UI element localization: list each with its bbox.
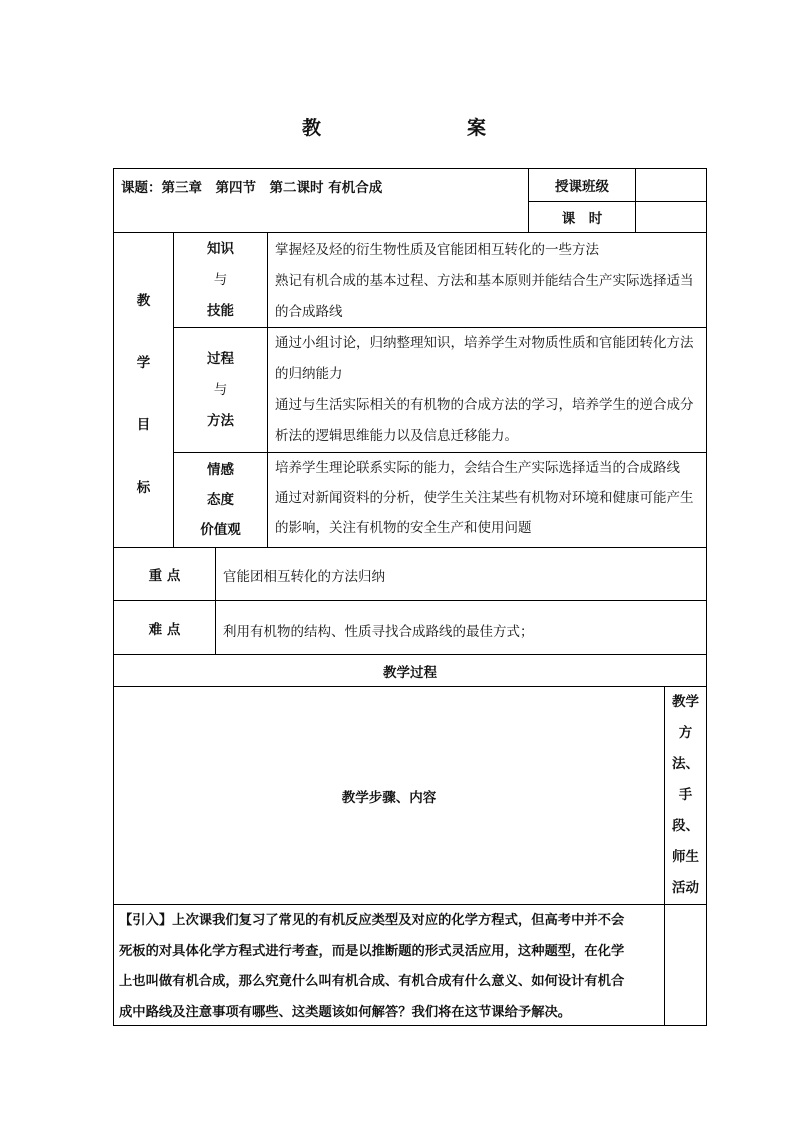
intro-cell <box>114 904 664 1025</box>
steps-header: 教学步骤、内容 <box>341 789 437 806</box>
page-title: 教 案 <box>301 117 522 139</box>
period-label: 课 时 <box>561 211 603 227</box>
difficulty-label-cell <box>114 600 215 654</box>
class-value-cell <box>635 169 706 201</box>
intro-line: 【引入】上次课我们复习了常见的有机反应类型及对应的化学方程式，但高考中并不会 <box>119 913 625 928</box>
process-header: 教学过程 <box>383 664 437 681</box>
class-label-cell <box>528 169 635 201</box>
key-point-label: 重 点 <box>148 568 181 584</box>
key-point-text-cell <box>215 547 706 600</box>
class-label: 授课班级 <box>555 179 609 195</box>
side-char: 教 <box>136 293 151 309</box>
difficulty-text: 利用有机物的结构、性质寻找合成路线的最佳方式； <box>223 624 534 640</box>
objective-text-knowledge <box>267 232 706 327</box>
side-char: 目 <box>136 417 151 433</box>
key-point-text: 官能团相互转化的方法归纳 <box>223 569 385 585</box>
side-char: 学 <box>136 355 151 371</box>
intro-line: 上也叫做有机合成，那么究竟什么叫有机合成、有机合成有什么意义、如何设计有机合 <box>119 974 625 989</box>
side-char: 标 <box>136 480 151 496</box>
text-line: 通过对新闻资料的分析，使学生关注某些有机物对环境和健康可能产生 <box>275 490 694 506</box>
lesson-plan-table <box>113 168 707 1026</box>
text-line: 通过小组讨论，归纳整理知识，培养学生对物质性质和官能团转化方法 <box>275 335 694 351</box>
topic-cell <box>114 169 528 232</box>
intro-methods-cell <box>664 904 706 1025</box>
topic-text: 课题：第三章 第四节 第二课时 有机合成 <box>121 180 383 196</box>
difficulty-label: 难 点 <box>148 621 181 638</box>
difficulty-text-cell <box>215 600 706 654</box>
text-line: 的归纳能力 <box>275 366 343 382</box>
objective-text-attitude <box>267 452 706 547</box>
text-line: 通过与生活实际相关的有机物的合成方法的学习，培养学生的逆合成分 <box>275 397 694 413</box>
steps-header-cell <box>114 686 664 904</box>
period-value-cell <box>635 201 706 232</box>
process-header-cell <box>114 654 706 686</box>
intro-line: 成中路线及注意事项有哪些、这类题该如何解答？我们将在这节课给予解决。 <box>119 1004 572 1020</box>
objective-label-attitude: 情感 态度 价值观 <box>173 452 267 547</box>
objective-label-knowledge: 知识 与 技能 <box>173 232 267 327</box>
text-line: 熟记有机合成的基本过程、方法和基本原则并能结合生产实际选择适当 <box>275 273 694 289</box>
key-point-label-cell <box>114 547 215 600</box>
text-line: 培养学生理论联系实际的能力，会结合生产实际选择适当的合成路线 <box>275 460 680 476</box>
text-line: 的合成路线 <box>275 304 343 320</box>
text-line: 的影响，关注有机物的安全生产和使用问题 <box>275 520 532 536</box>
period-label-cell <box>528 201 635 232</box>
objective-label-process: 过程 与 方法 <box>173 327 267 452</box>
text-line: 析法的逻辑思维能力以及信息迁移能力。 <box>275 428 518 444</box>
objective-text-process <box>267 327 706 452</box>
intro-line: 死板的对具体化学方程式进行考查，而是以推断题的形式灵活应用，这种题型，在化学 <box>119 943 625 959</box>
methods-header-cell: 教学 方 法、 手 段、 师生 活动 <box>664 686 706 904</box>
objectives-side-label <box>114 232 173 547</box>
text-line: 掌握烃及烃的衍生物性质及官能团相互转化的一些方法 <box>275 242 599 258</box>
